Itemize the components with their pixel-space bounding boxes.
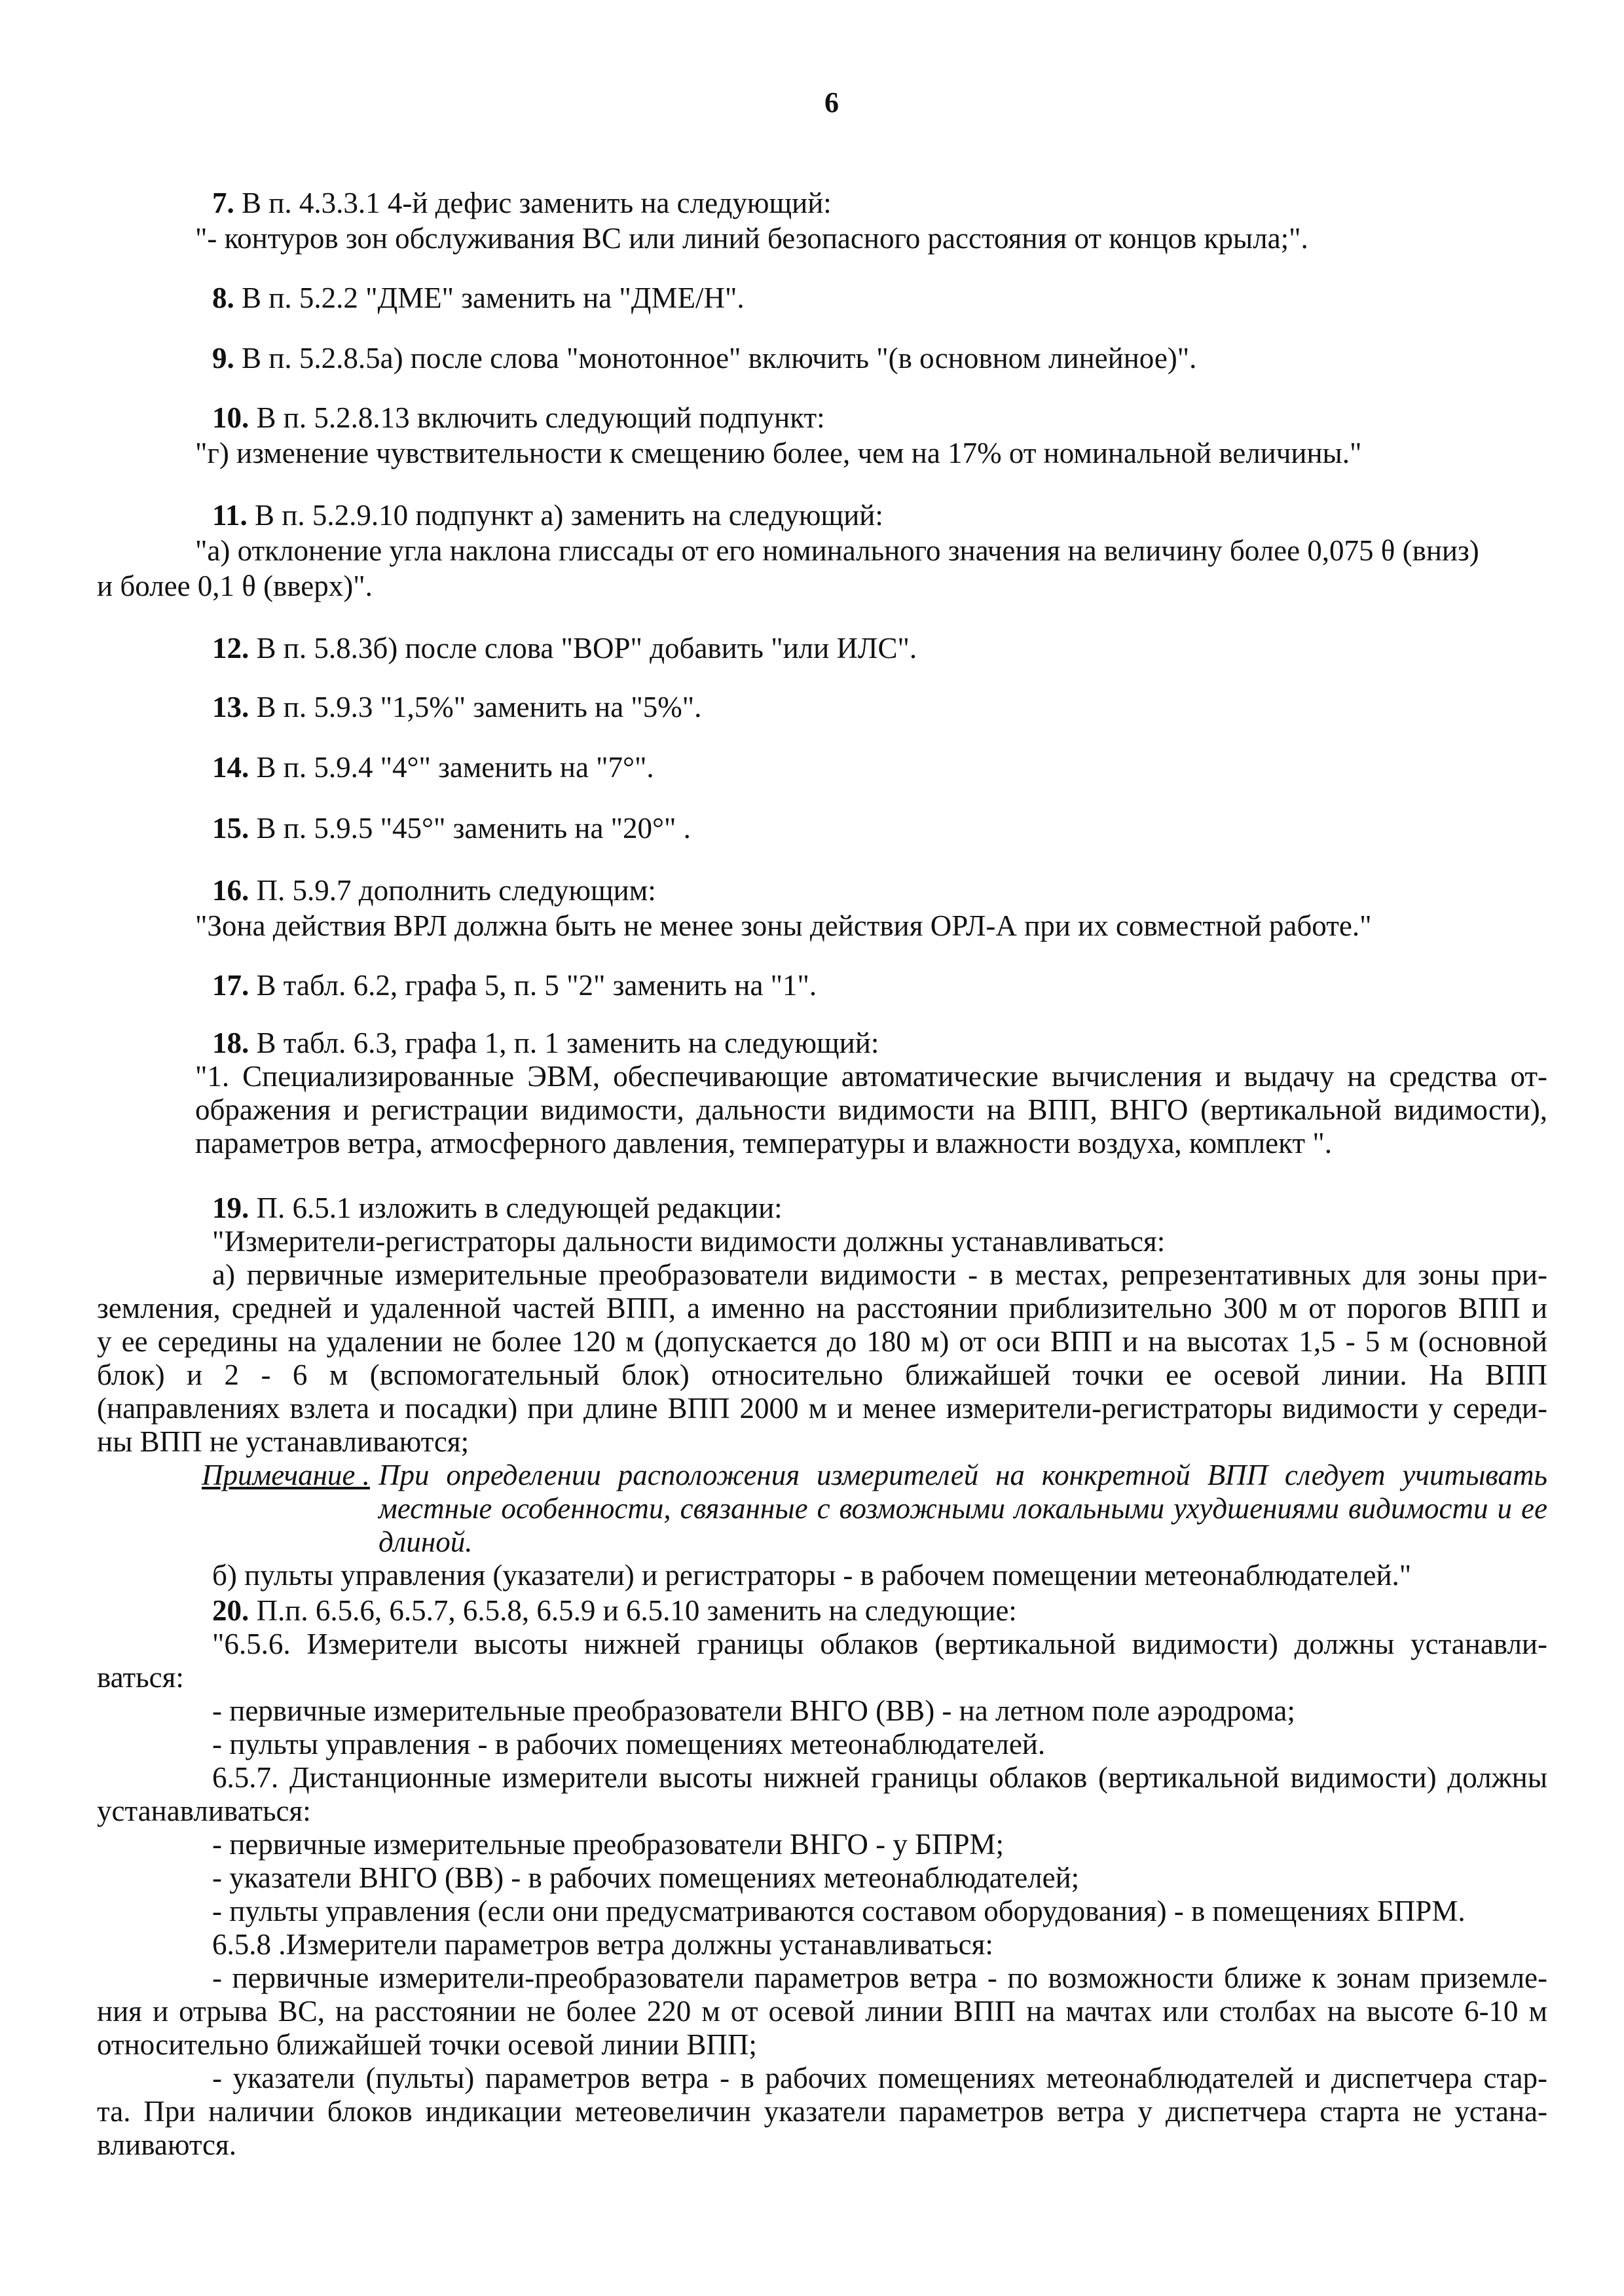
item-lead: В п. 5.9.4 "4°" заменить на "7°". <box>256 751 654 784</box>
note-text: местные особенности, связанные с возможными локальными ухудшениями видимости и ее <box>378 1492 1547 1525</box>
amendment-item-15 <box>97 811 1547 846</box>
item-number: 10. <box>212 401 249 434</box>
item-text: (направлениях взлета и посадки) при длине ВПП 2000 м и менее измерители-регистраторы видимости у середи- <box>97 1392 1547 1425</box>
item-text: - первичные измерительные преобразователи ВНГО - у БПРМ; <box>212 1828 1005 1861</box>
item-number: 9. <box>212 342 234 374</box>
item-text: "- контуров зон обслуживания ВС или линий безопасного расстояния от концов крыла;". <box>195 222 1308 255</box>
item-text: земления, средней и удаленной частей ВПП, а именно на расстоянии приблизительно 300 м от порогов ВПП и <box>97 1292 1547 1324</box>
item-text: 6.5.7. Дистанционные измерители высоты нижней границы облаков (вертикальной видимости) должны <box>212 1761 1547 1794</box>
item-lead: В п. 5.8.3б) после слова "ВОР" добавить "или ИЛС". <box>256 632 917 665</box>
amendment-item-18 <box>97 1027 1547 1160</box>
amendment-item-7 <box>97 185 1547 256</box>
item-lead: В п. 5.2.2 "ДМЕ" заменить на "ДМЕ/Н". <box>242 282 745 314</box>
item-text: та. При наличии блоков индикации метеовеличин указатели параметров ветра у диспетчера старта не устана- <box>97 2095 1547 2128</box>
amendment-item-20 <box>97 1594 1547 2162</box>
item-number: 15. <box>212 812 249 845</box>
amendment-item-11 <box>97 498 1547 604</box>
item-text: "Зона действия ВРЛ должна быть не менее зоны действия ОРЛ-А при их совместной работе." <box>195 909 1372 942</box>
amendment-item-12 <box>97 630 1547 666</box>
item-lead: В табл. 6.3, графа 1, п. 1 заменить на следующий: <box>256 1027 879 1059</box>
item-text: "Измерители-регистраторы дальности видимости должны устанавливаться: <box>212 1225 1166 1258</box>
note-text: При определении расположения измерителей на конкретной ВПП следует учитывать <box>378 1459 1547 1491</box>
amendment-item-9 <box>97 340 1547 376</box>
item-text: - первичные измерительные преобразователи ВНГО (ВВ) - на летном поле аэродрома; <box>212 1694 1295 1727</box>
item-number: 13. <box>212 691 249 723</box>
item-text: - указатели (пульты) параметров ветра - в рабочих помещениях метеонаблюдателей и диспетчера стар- <box>212 2062 1547 2094</box>
item-lead: В п. 5.9.5 "45°" заменить на "20°" . <box>256 812 691 845</box>
amendment-item-8 <box>97 280 1547 316</box>
item-lead: В табл. 6.2, графа 5, п. 5 "2" заменить на "1". <box>256 969 817 1002</box>
item-lead: П. 6.5.1 изложить в следующей редакции: <box>256 1192 783 1224</box>
item-lead: П.п. 6.5.6, 6.5.7, 6.5.8, 6.5.9 и 6.5.10 заменить на следующие: <box>256 1594 1017 1627</box>
page-number: 6 <box>824 86 839 118</box>
item-text: "1. Специализированные ЭВМ, обеспечивающие автоматические вычисления и выдачу на средства от- <box>195 1060 1547 1093</box>
item-text: б) пульты управления (указатели) и регистраторы - в рабочем помещении метеонаблюдателей." <box>212 1559 1412 1592</box>
amendment-item-17 <box>97 968 1547 1003</box>
item-text: - указатели ВНГО (ВВ) - в рабочих помещениях метеонаблюдателей; <box>212 1861 1080 1894</box>
item-text: ния и отрыва ВС, на расстоянии не более 220 м от осевой линии ВПП на мачтах или столбах на высоте 6-10 м <box>97 1995 1547 2028</box>
item-text: - первичные измерители-преобразователи параметров ветра - по возможности ближе к зонам приземле- <box>212 1961 1547 1994</box>
item-number: 17. <box>212 969 249 1002</box>
item-text: ображения и регистрации видимости, дальности видимости на ВПП, ВНГО (вертикальной видимости), <box>195 1093 1547 1126</box>
item-lead: В п. 5.2.8.5а) после слова "монотонное" включить "(в основном линейное)". <box>242 342 1197 374</box>
item-lead: В п. 5.9.3 "1,5%" заменить на "5%". <box>256 691 702 723</box>
item-lead: П. 5.9.7 дополнить следующим: <box>256 874 656 907</box>
item-lead: В п. 5.2.8.13 включить следующий подпункт: <box>256 401 825 434</box>
item-text: у ее середины на удалении не более 120 м (допускается до 180 м) от оси ВПП и на высотах 1,5 - 5 м (основной <box>97 1325 1547 1358</box>
item-text: блок) и 2 - 6 м (вспомогательный блок) относительно ближайшей точки ее осевой линии. На ВПП <box>97 1358 1547 1391</box>
item-number: 12. <box>212 632 249 665</box>
item-number: 14. <box>212 751 249 784</box>
item-text: относительно ближайшей точки осевой линии ВПП; <box>97 2028 757 2061</box>
amendment-item-13 <box>97 689 1547 725</box>
item-number: 8. <box>212 282 234 314</box>
note <box>97 1459 1547 1492</box>
item-text: - пульты управления - в рабочих помещениях метеонаблюдателей. <box>212 1728 1046 1760</box>
note-heading: Примечание . <box>202 1459 370 1491</box>
item-number: 11. <box>212 499 248 532</box>
amendment-item-14 <box>97 750 1547 785</box>
item-lead: В п. 4.3.3.1 4-й дефис заменить на следующий: <box>242 187 832 219</box>
item-text: ны ВПП не устанавливаются; <box>97 1425 470 1458</box>
item-text: а) первичные измерительные преобразователи видимости - в местах, репрезентативных для зоны при- <box>212 1258 1547 1291</box>
item-number: 16. <box>212 874 249 907</box>
item-text: 6.5.8 .Измерители параметров ветра должны устанавливаться: <box>212 1928 993 1961</box>
item-text-continued: и более 0,1 θ (вверх)". <box>97 570 373 602</box>
item-lead: В п. 5.2.9.10 подпункт а) заменить на следующий: <box>255 499 883 532</box>
amendment-item-19 <box>97 1192 1547 1592</box>
item-text: параметров ветра, атмосферного давления, температуры и влажности воздуха, комплект ". <box>195 1127 1332 1159</box>
item-text: "а) отклонение угла наклона глиссады от его номинального значения на величину более 0,075 θ (вниз) <box>195 534 1479 567</box>
amendment-item-16 <box>97 873 1547 943</box>
item-text: вливаются. <box>97 2128 236 2161</box>
item-text: ваться: <box>97 1661 184 1694</box>
item-text: - пульты управления (если они предусматриваются составом оборудования) - в помещениях БПРМ. <box>212 1895 1466 1927</box>
item-text: "6.5.6. Измерители высоты нижней границы облаков (вертикальной видимости) должны устанавли- <box>212 1628 1547 1660</box>
note-text: длиной. <box>378 1525 473 1558</box>
amendment-item-10 <box>97 400 1547 471</box>
item-number: 7. <box>212 187 234 219</box>
item-text: устанавливаться: <box>97 1795 311 1827</box>
item-number: 18. <box>212 1027 249 1059</box>
item-text: "г) изменение чувствительности к смещению более, чем на 17% от номинальной величины." <box>195 437 1362 469</box>
item-number: 20. <box>212 1594 249 1627</box>
item-number: 19. <box>212 1192 249 1224</box>
